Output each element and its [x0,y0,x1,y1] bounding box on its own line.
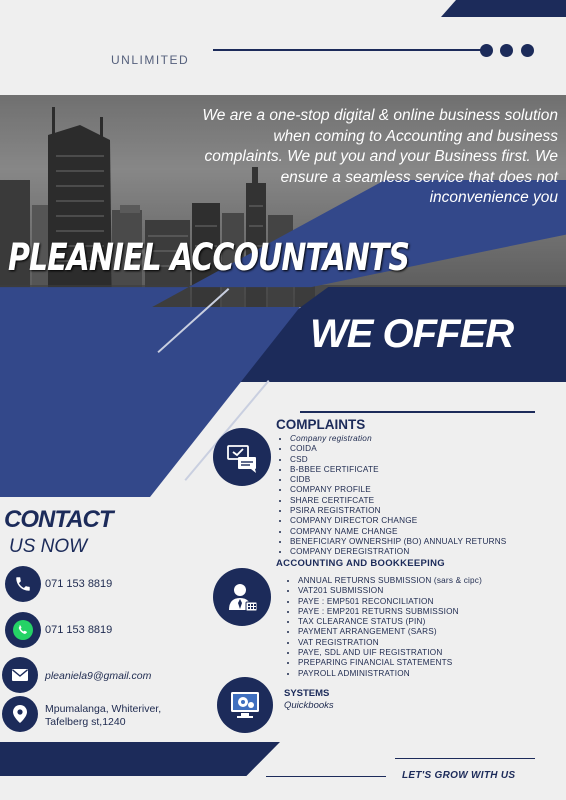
systems-value: Quickbooks [284,700,334,711]
email-icon [2,657,38,693]
phone-icon [5,566,41,602]
footer-line [395,758,535,759]
footer-band [0,742,280,776]
section-divider [300,411,535,413]
address-line: Mpumalanga, Whiteriver, [45,703,162,715]
accounting-list [286,576,482,679]
whatsapp-number[interactable]: 071 153 8819 [45,624,113,636]
list-item: • PAYROLL ADMINISTRATION [298,669,482,679]
list-item: • PSIRA REGISTRATION [290,506,506,516]
decor-dot [521,44,534,57]
hero-tagline: We are a one-stop digital & online business solution when coming to Accounting and business complaints. We put you and your Business first. We ensure a seamless service that does not inconvenience you [202,107,558,206]
accountant-icon [213,568,271,626]
list-item: • PAYE : EMP201 RETURNS SUBMISSION [298,607,482,617]
list-item: • CSD [290,455,506,465]
settings-computer-icon [217,677,273,733]
list-item: • COMPANY PROFILE [290,485,506,495]
brand-name: PLEANIEL ACCOUNTANTS [8,236,409,280]
we-offer-title: WE OFFER [310,312,514,356]
address-line: Tafelberg st,1240 [45,716,126,728]
list-item: • Company registration [290,434,506,444]
list-item: • VAT201 SUBMISSION [298,586,482,596]
footer-slogan: LET'S GROW WITH US [402,770,516,781]
unlimited-label: UNLIMITED [111,53,190,67]
list-item: • BENEFICIARY OWNERSHIP (BO) ANNUALY RETURNS [290,537,506,547]
contact-title: CONTACT [4,506,113,533]
list-item: • B-BBEE CERTIFICATE [290,465,506,475]
top-corner-shape [441,0,566,17]
complaints-list [278,434,506,558]
address [45,703,161,729]
accounting-heading: ACCOUNTING AND BOOKKEEPING [276,558,445,569]
list-item: • COMPANY NAME CHANGE [290,527,506,537]
list-item: • ANNUAL RETURNS SUBMISSION (sars & cipc) [298,576,482,586]
systems-heading: SYSTEMS [284,688,330,699]
list-item: • PAYE, SDL AND UIF REGISTRATION [298,648,482,658]
email-address[interactable]: pleaniela9@gmail.com [45,670,152,682]
decor-dot [480,44,493,57]
list-item: • CIDB [290,475,506,485]
list-item: • PREPARING FINANCIAL STATEMENTS [298,658,482,668]
list-item: • TAX CLEARANCE STATUS (PIN) [298,617,482,627]
footer-line [266,776,386,777]
whatsapp-icon [5,612,41,648]
list-item: • PAYMENT ARRANGEMENT (SARS) [298,627,482,637]
list-item: • COMPANY DEREGISTRATION [290,547,506,557]
contact-subtitle: US NOW [9,536,88,557]
list-item: • SHARE CERTIFCATE [290,496,506,506]
list-item: • COMPANY DIRECTOR CHANGE [290,516,506,526]
list-item: • PAYE : EMP501 RECONCILIATION [298,597,482,607]
list-item: • VAT REGISTRATION [298,638,482,648]
chat-check-icon [213,428,271,486]
phone-number[interactable]: 071 153 8819 [45,578,113,590]
location-pin-icon [2,696,38,732]
decor-dot [500,44,513,57]
top-divider-line [213,49,483,51]
complaints-heading: COMPLAINTS [276,417,366,432]
list-item: • COIDA [290,444,506,454]
